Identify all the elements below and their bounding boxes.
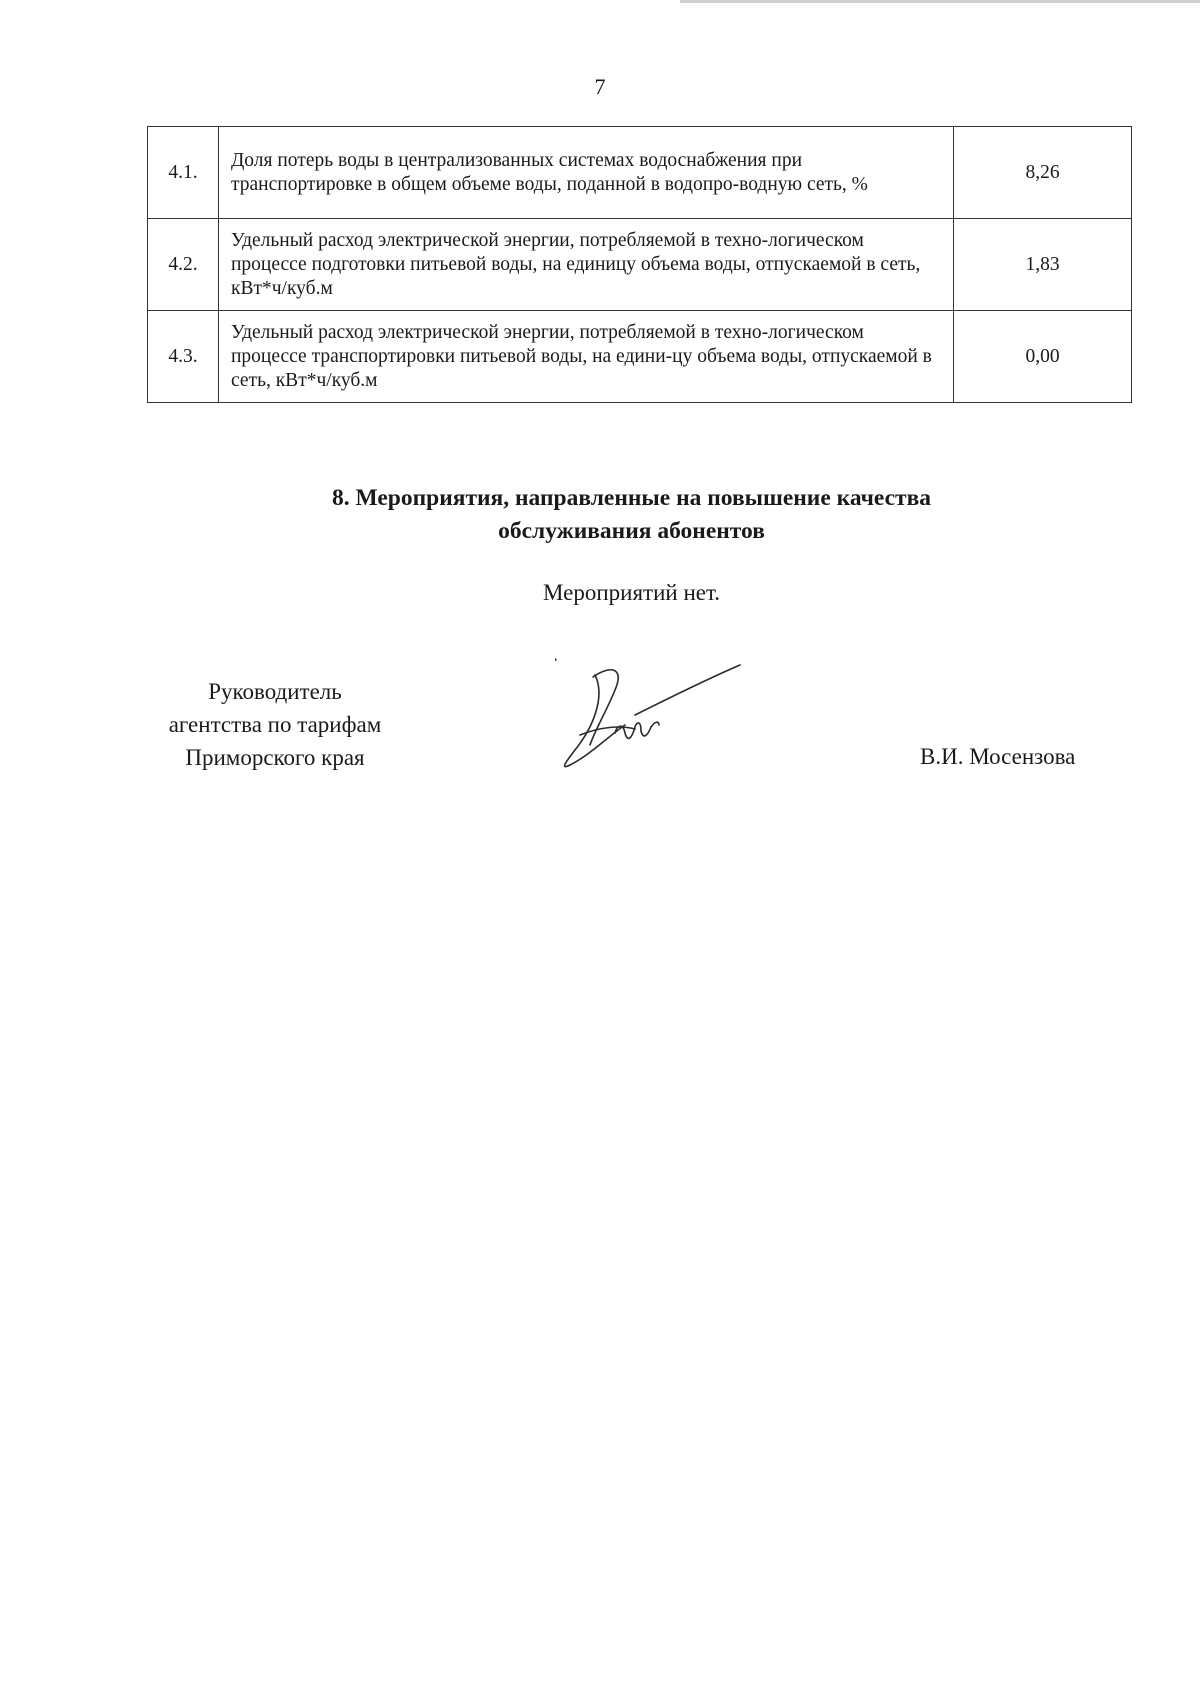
row-description: Доля потерь воды в централизованных системах водоснабжения при транспортировке в общем объеме воды, поданной в водопро-водную сеть, %: [219, 127, 954, 219]
row-number: 4.1.: [148, 127, 219, 219]
indicators-table: [147, 126, 1132, 403]
table-row: [148, 127, 1132, 219]
row-number: 4.3.: [148, 311, 219, 403]
signatory-title-line: Руководитель: [208, 679, 342, 704]
signatory-name: В.И. Мосензова: [920, 744, 1076, 769]
row-description: Удельный расход электрической энергии, потребляемой в техно-логическом процессе транспортировки питьевой воды, на едини-цу объема воды, отпускаемой в сеть, кВт*ч/куб.м: [219, 311, 954, 403]
section-heading: [0, 482, 1200, 548]
section-heading-line: 8. Мероприятия, направленные на повышение качества: [331, 485, 932, 511]
row-number: 4.2.: [148, 219, 219, 311]
section-heading-line: обслуживания абонентов: [498, 518, 765, 544]
scan-edge-line: [680, 0, 1200, 3]
row-value: 8,26: [954, 127, 1132, 219]
table-row: [148, 311, 1132, 403]
signatory-title-line: Приморского края: [185, 745, 365, 770]
table-row: [148, 219, 1132, 311]
page-number: 7: [594, 74, 606, 99]
row-value: 1,83: [954, 219, 1132, 311]
handwritten-signature: [555, 655, 755, 775]
signatory-title-line: агентства по тарифам: [168, 712, 382, 737]
signatory-title: [145, 675, 405, 774]
row-description: Удельный расход электрической энергии, потребляемой в техно-логическом процессе подготовки питьевой воды, на единицу объема воды, отпускаемой в сеть, кВт*ч/куб.м: [219, 219, 954, 311]
row-value: 0,00: [954, 311, 1132, 403]
section-body-text: Мероприятий нет.: [542, 580, 721, 605]
